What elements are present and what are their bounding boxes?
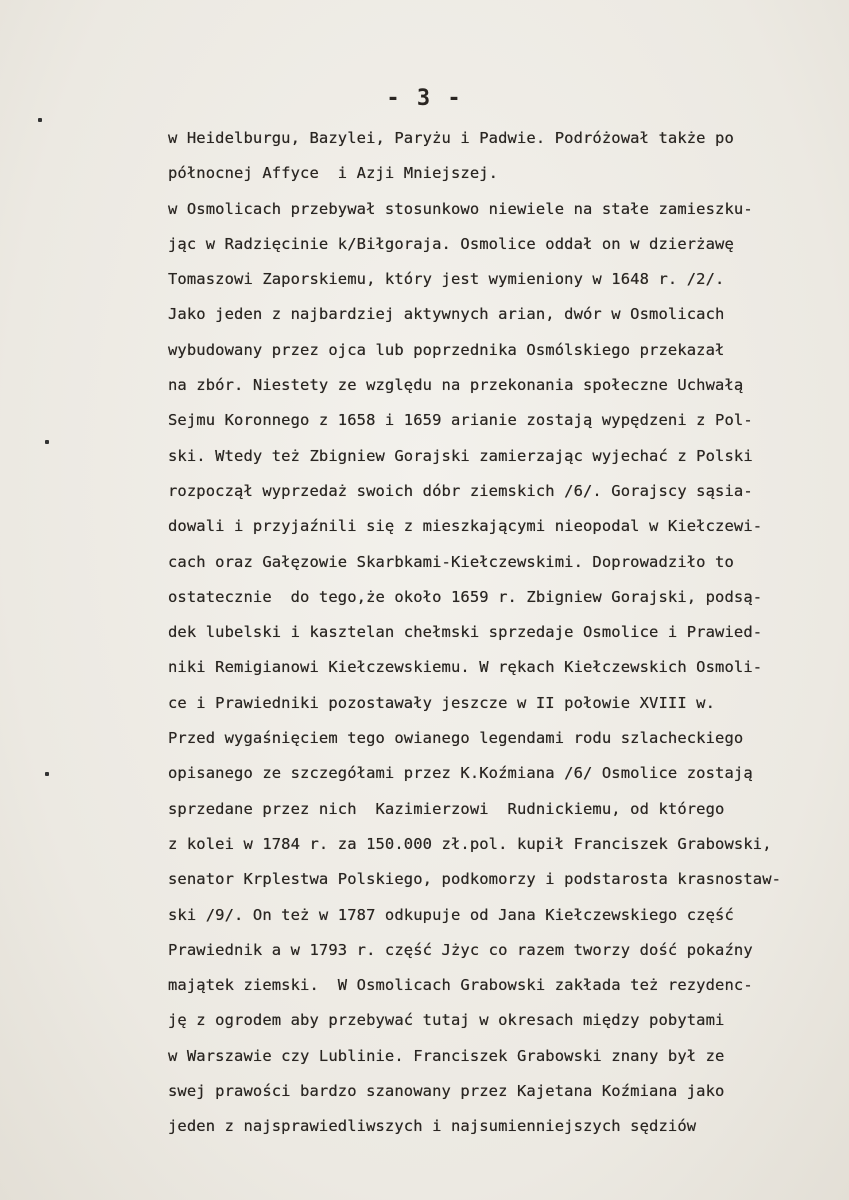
text-line: Przed wygaśnięciem tego owianego legendami rodu szlacheckiego — [168, 729, 744, 748]
text-line: Sejmu Koronnego z 1658 i 1659 arianie zostają wypędzeni z Pol- — [168, 411, 753, 430]
margin-mark — [45, 440, 49, 444]
page-number: - 3 - — [386, 86, 463, 111]
text-line: wybudowany przez ojca lub poprzednika Osmólskiego przekazał — [168, 340, 725, 359]
text-line: senator Krplestwa Polskiego, podkomorzy i podstarosta krasnostaw- — [168, 870, 782, 889]
text-line: ski /9/. On też w 1787 odkupuje od Jana Kiełczewskiego część — [168, 905, 734, 924]
margin-mark — [45, 772, 49, 776]
text-line: ce i Prawiedniki pozostawały jeszcze w II połowie XVIII w. — [168, 693, 716, 712]
text-line: ski. Wtedy też Zbigniew Gorajski zamierzając wyjechać z Polski — [168, 446, 753, 465]
text-line: Jako jeden z najbardziej aktywnych arian, dwór w Osmolicach — [168, 305, 725, 324]
text-line: Prawiednik a w 1793 r. część Jżyc co razem tworzy dość pokaźny — [168, 940, 753, 959]
text-line: na zbór. Niestety ze względu na przekonania społeczne Uchwałą — [168, 376, 744, 395]
text-line: opisanego ze szczegółami przez K.Koźmiana /6/ Osmolice zostają — [168, 764, 753, 783]
text-line: jąc w Radzięcinie k/Biłgoraja. Osmolice oddał on w dzierżawę — [168, 234, 734, 253]
text-line: z kolei w 1784 r. za 150.000 zł.pol. kupił Franciszek Grabowski, — [168, 834, 772, 853]
margin-mark — [38, 118, 42, 122]
text-line: ję z ogrodem aby przebywać tutaj w okresach między pobytami — [168, 1011, 725, 1030]
text-line: rozpoczął wyprzedaż swoich dóbr ziemskich /6/. Gorajscy sąsia- — [168, 481, 753, 500]
text-line: dowali i przyjaźnili się z mieszkającymi nieopodal w Kiełczewi- — [168, 517, 763, 536]
text-line: cach oraz Gałęzowie Skarbkami-Kiełczewskimi. Doprowadziło to — [168, 552, 734, 571]
text-line: dek lubelski i kasztelan chełmski sprzedaje Osmolice i Prawied- — [168, 623, 763, 642]
text-line: sprzedane przez nich Kazimierzowi Rudnickiemu, od którego — [168, 799, 725, 818]
text-line: ostatecznie do tego,że około 1659 r. Zbigniew Gorajski, podsą- — [168, 587, 763, 606]
text-line: północnej Affyce i Azji Mniejszej. — [168, 164, 499, 183]
text-line: jeden z najsprawiedliwszych i najsumienniejszych sędziów — [168, 1117, 697, 1136]
text-line: swej prawości bardzo szanowany przez Kajetana Koźmiana jako — [168, 1082, 725, 1101]
body-text — [168, 121, 828, 1145]
text-line: niki Remigianowi Kiełczewskiemu. W rękach Kiełczewskich Osmoli- — [168, 658, 763, 677]
text-line: majątek ziemski. W Osmolicach Grabowski zakłada też rezydenc- — [168, 976, 753, 995]
text-line: w Osmolicach przebywał stosunkowo niewiele na stałe zamieszku- — [168, 199, 753, 218]
text-line: Tomaszowi Zaporskiemu, który jest wymieniony w 1648 r. /2/. — [168, 270, 725, 289]
text-line: w Warszawie czy Lublinie. Franciszek Grabowski znany był ze — [168, 1046, 725, 1065]
text-line: w Heidelburgu, Bazylei, Paryżu i Padwie. Podróżował także po — [168, 129, 734, 147]
